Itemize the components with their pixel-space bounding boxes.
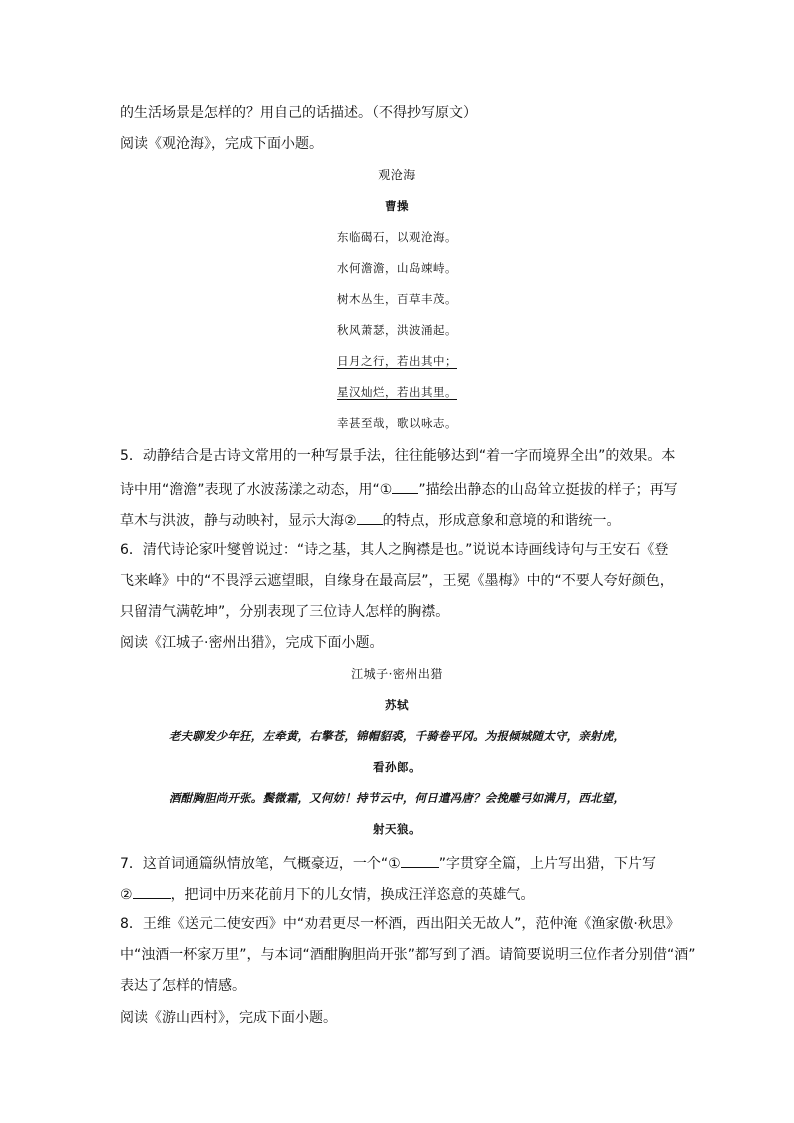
answer-blank[interactable]	[401, 852, 439, 868]
poem-title: 观沧海	[378, 168, 416, 182]
reading-instruction-1: 阅读《观沧海》，完成下面小题。	[120, 136, 323, 152]
question-5-line-3: 草木与洪波，静与动映衬，显示大海② 的特点，形成意象和意境的和谐统一。	[120, 509, 680, 531]
intro-line-1: 的生活场景是怎样的？用自己的话描述。（不得抄写原文）	[120, 105, 477, 121]
underlined-text: 日月之行，若出其中；	[337, 354, 457, 368]
poem-author: 曹操	[385, 199, 409, 213]
underlined-text: 星汉灿烂，若出其里。	[337, 385, 457, 399]
poem-line: 水何澹澹，山岛竦峙。	[337, 261, 457, 275]
reading-instruction-2: 阅读《江城子·密州出猎》，完成下面小题。	[120, 635, 384, 651]
poem-line: 秋风萧瑟，洪波涌起。	[337, 323, 457, 337]
poem-line: 幸甚至哉，歌以咏志。	[337, 416, 457, 430]
poem-underlined-line	[0, 384, 794, 400]
question-8-line-2: 中“浊酒一杯家万里”，与本词“酒酣胸胆尚开张”都写到了酒。请简要说明三位作者分别借“酒”	[120, 947, 696, 963]
poem-author: 苏轼	[385, 698, 409, 712]
answer-blank[interactable]	[133, 883, 171, 899]
question-7-line-1: 7．这首词通篇纵情放笔，气概豪迈，一个“① ”字贯穿全篇，上片写出猎，下片写	[120, 852, 680, 874]
question-7-line-2: ② ，把词中历来花前月下的儿女情，换成汪洋恣意的英雄气。	[120, 883, 680, 905]
ci-line: 看孙郎。	[373, 760, 421, 774]
poem-line: 东临碣石，以观沧海。	[337, 230, 457, 244]
question-5-line-2: 诗中用“澹澹”表现了水波荡漾之动态，用“① ”描绘出静态的山岛耸立挺拔的样子；再写	[120, 478, 680, 500]
ci-line: 老夫聊发少年狂，左牵黄，右擎苍，锦帽貂裘，千骑卷平冈。为报倾城随太守，亲射虎，	[168, 729, 626, 743]
question-8-line-3: 表达了怎样的情感。	[120, 978, 246, 994]
question-6-line-1: 6．清代诗论家叶燮曾说过：“诗之基，其人之胸襟是也。”说说本诗画线诗句与王安石《登	[120, 542, 669, 558]
blank-marker: ②	[120, 887, 133, 903]
ci-line: 酒酣胸胆尚开张。鬓微霜，又何妨！持节云中，何日遣冯唐？会挽雕弓如满月，西北望，	[168, 791, 626, 805]
reading-instruction-3: 阅读《游山西村》，完成下面小题。	[120, 1010, 337, 1026]
question-8-line-1: 8．王维《送元二使安西》中“劝君更尽一杯酒，西出阳关无故人”，范仲淹《渔家傲·秋思》	[120, 916, 680, 932]
poem-line: 树木丛生，百草丰茂。	[337, 292, 457, 306]
ci-line: 射天狼。	[373, 822, 421, 836]
poem-title: 江城子·密州出猎	[351, 667, 443, 681]
answer-blank[interactable]	[392, 478, 418, 494]
question-6-line-2: 飞来峰》中的“不畏浮云遮望眼，自缘身在最高层”，王冕《墨梅》中的“不要人夸好颜色，	[120, 573, 674, 589]
answer-blank[interactable]	[357, 509, 383, 525]
poem-underlined-line	[0, 353, 794, 369]
question-5-line-1: 5．动静结合是古诗文常用的一种写景手法，往往能够达到“着一字而境界全出”的效果。本	[120, 448, 676, 464]
blank-marker: ①	[388, 856, 401, 872]
question-6-line-3: 只留清气满乾坤”，分别表现了三位诗人怎样的胸襟。	[120, 604, 450, 620]
blank-marker: ①	[379, 482, 393, 498]
blank-marker: ②	[344, 513, 357, 529]
